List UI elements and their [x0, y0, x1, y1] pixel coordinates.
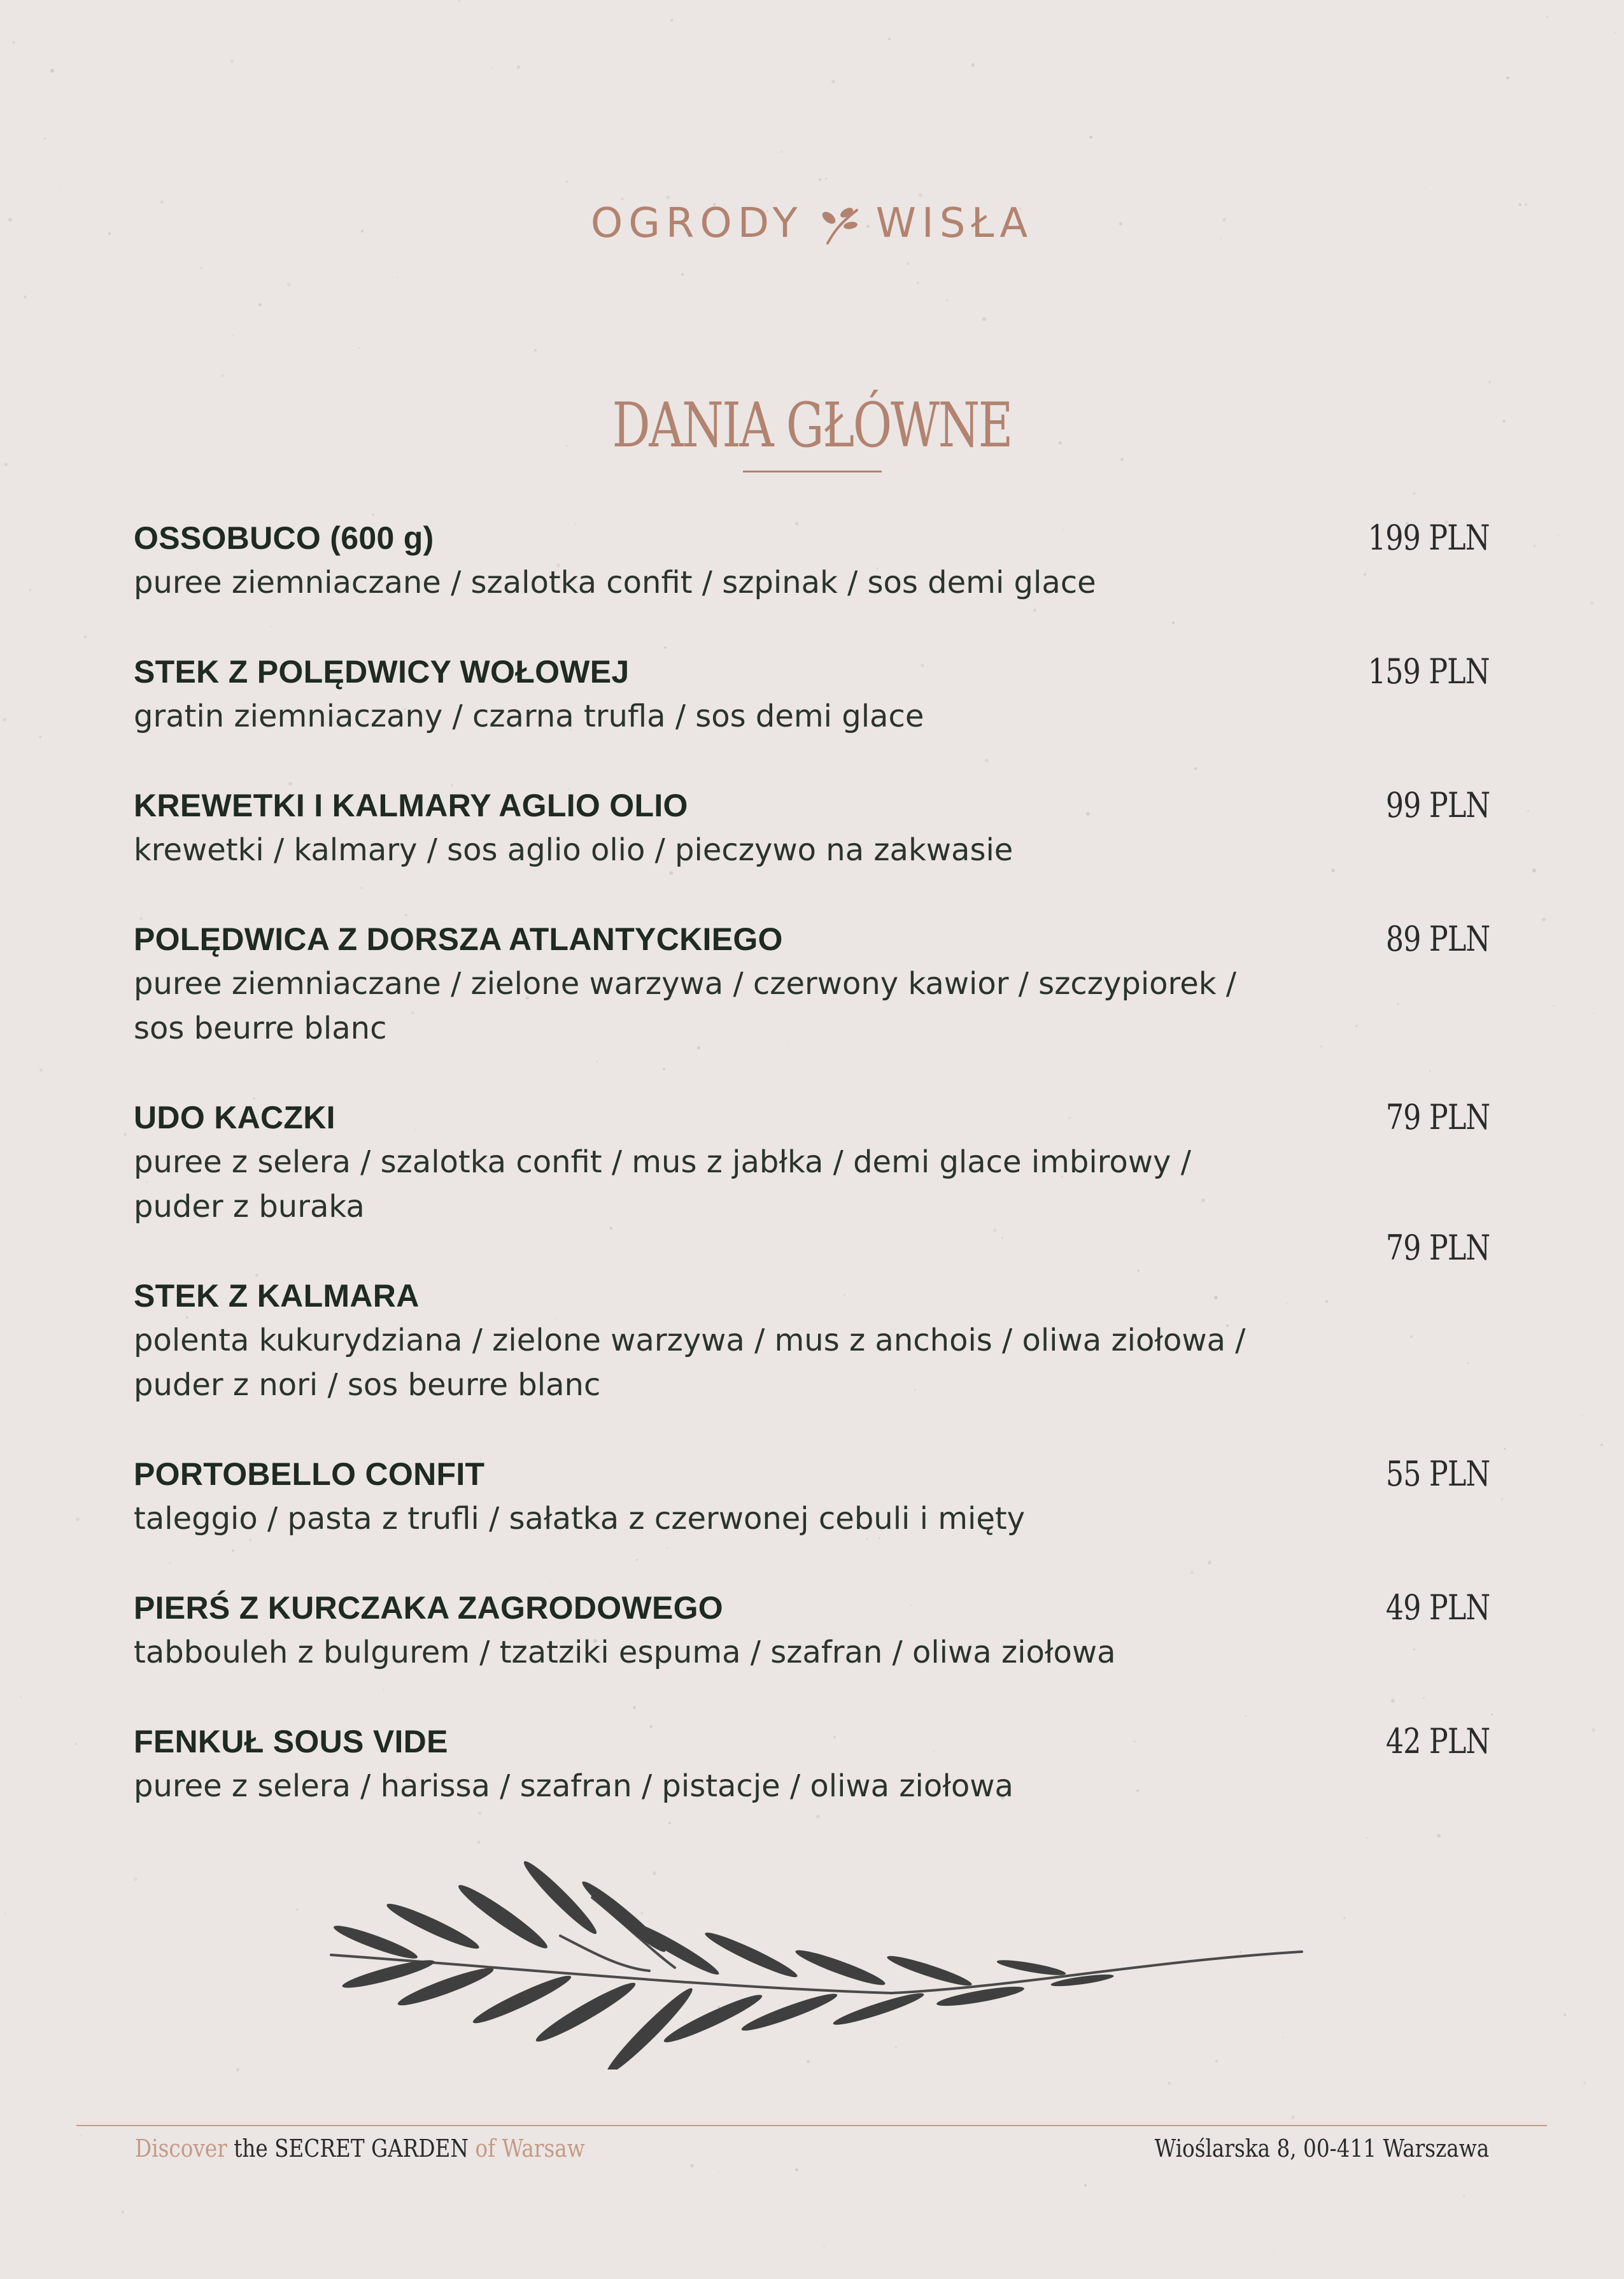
paper-speck [1614, 32, 1616, 34]
paper-speck [1391, 1699, 1395, 1703]
footer-address: Wioślarska 8, 00-411 Warszawa [1154, 2134, 1489, 2162]
dish-price: 99 PLN [1385, 785, 1490, 825]
paper-speck [795, 2168, 798, 2171]
dish-description: puree z selera / szalotka confit / mus z jabłka / demi glace imbirowy / puder z buraka [134, 1144, 1191, 1225]
tagline-discover: Discover [135, 2134, 227, 2162]
paper-speck [221, 374, 224, 377]
paper-speck [20, 1696, 22, 1698]
paper-speck [888, 38, 891, 40]
paper-speck [1582, 1415, 1583, 1416]
dish-name: FENKUŁ SOUS VIDE [134, 1724, 448, 1759]
paper-speck [29, 589, 31, 591]
paper-speck [681, 273, 684, 276]
paper-speck [1488, 381, 1491, 383]
paper-speck [76, 1517, 80, 1521]
paper-speck [1558, 534, 1559, 536]
footer-tagline [135, 2132, 585, 2165]
dish-name: PORTOBELLO CONFIT [134, 1456, 485, 1492]
paper-speck [271, 626, 272, 627]
paper-speck [3, 718, 6, 721]
paper-speck [75, 1743, 77, 1745]
paper-speck [780, 151, 782, 153]
dish-description: taleggio / pasta z trufli / sałatka z czerwonej cebuli i mięty [134, 1501, 1026, 1537]
paper-speck [232, 1549, 234, 1552]
paper-speck [819, 178, 821, 181]
paper-speck [478, 1812, 481, 1815]
paper-speck [1245, 1715, 1246, 1717]
paper-speck [397, 277, 398, 278]
paper-speck [1208, 1561, 1211, 1565]
paper-speck [200, 267, 202, 269]
paper-speck [1423, 1697, 1425, 1699]
paper-speck [670, 19, 673, 22]
dish-name: UDO KACZKI [134, 1100, 335, 1135]
paper-speck [124, 1133, 127, 1136]
footer-divider [76, 2125, 1547, 2126]
dish-description: puree ziemniaczane / zielone warzywa / czerwony kawior / szczypiorek / sos beurre blanc [134, 966, 1236, 1046]
dish-description: puree ziemniaczane / szalotka confit / szpinak / sos demi glace [134, 565, 1096, 600]
paper-speck [1138, 1270, 1140, 1272]
paper-speck [667, 1547, 668, 1549]
paper-speck [633, 1706, 636, 1709]
paper-speck [1089, 136, 1092, 139]
paper-speck [1542, 918, 1546, 921]
paper-speck [1273, 2253, 1274, 2254]
paper-speck [1593, 1012, 1595, 1014]
paper-speck [1546, 16, 1548, 18]
dish-price: 55 PLN [1385, 1454, 1490, 1494]
paper-speck [134, 1877, 138, 1881]
paper-speck [1291, 2115, 1295, 2119]
paper-speck [534, 349, 537, 351]
dish-name: STEK Z KALMARA [134, 1278, 420, 1314]
paper-speck [517, 66, 520, 69]
paper-speck [477, 1841, 480, 1843]
paper-speck [1500, 1498, 1503, 1500]
paper-speck [946, 299, 948, 301]
paper-speck [50, 69, 54, 73]
menu-item [134, 516, 1490, 605]
paper-speck [258, 303, 262, 306]
rosemary-branch-illustration [318, 1859, 1311, 2070]
paper-speck [718, 2172, 719, 2173]
paper-speck [1502, 420, 1506, 423]
paper-speck [122, 2211, 124, 2213]
menu-item [134, 917, 1490, 1051]
paper-speck [831, 80, 835, 83]
paper-speck [405, 914, 407, 916]
paper-speck [1429, 1070, 1431, 1072]
paper-speck [491, 67, 493, 68]
paper-speck [971, 63, 975, 67]
dish-name: OSSOBUCO (600 g) [134, 520, 434, 556]
tagline-warsaw: Warsaw [502, 2134, 585, 2162]
dish-description: krewetki / kalmary / sos aglio olio / pieczywo na zakwasie [134, 832, 1013, 868]
dish-price: 42 PLN [1385, 1721, 1490, 1761]
brand-logo [0, 199, 1624, 248]
paper-speck [1437, 1834, 1441, 1838]
paper-speck [230, 60, 234, 63]
paper-speck [383, 1689, 385, 1691]
paper-speck [360, 886, 363, 889]
paper-speck [1553, 1005, 1555, 1007]
dish-description: tabbouleh z bulgurem / tzatziki espuma / szafran / oliwa ziołowa [134, 1635, 1116, 1670]
dish-price: 89 PLN [1385, 919, 1490, 959]
paper-speck [1084, 2184, 1087, 2187]
paper-speck [1033, 609, 1036, 612]
paper-speck [1001, 1237, 1003, 1239]
paper-speck [1172, 621, 1175, 624]
paper-speck [12, 41, 15, 44]
paper-speck [664, 646, 667, 649]
dish-price: 199 PLN [1368, 518, 1490, 558]
dish-name: STEK Z POLĘDWICY WOŁOWEJ [134, 654, 630, 690]
paper-speck [1168, 2082, 1171, 2085]
dish-name: PIERŚ Z KURCZAKA ZAGRODOWEGO [134, 1590, 723, 1626]
paper-speck [39, 735, 41, 738]
menu-item [134, 1452, 1490, 1541]
brand-name-right: WISŁA [875, 200, 1034, 247]
paper-speck [418, 1570, 419, 1571]
paper-speck [81, 2134, 82, 2136]
heading-underline [743, 471, 882, 472]
paper-speck [4, 463, 8, 466]
paper-speck [816, 1815, 820, 1819]
paper-speck [44, 138, 46, 139]
menu-item [134, 783, 1490, 872]
menu-item [134, 650, 1490, 739]
paper-speck [1600, 1444, 1603, 1446]
paper-speck [597, 1061, 598, 1062]
paper-speck [917, 281, 919, 284]
menu-item [134, 1719, 1490, 1808]
paper-speck [1590, 601, 1594, 605]
paper-speck [825, 178, 827, 180]
paper-speck [84, 635, 87, 638]
dish-price: 49 PLN [1385, 1587, 1490, 1628]
paper-speck [690, 2164, 694, 2168]
paper-speck [550, 1582, 551, 1584]
paper-speck [668, 1822, 671, 1824]
dish-price: 79 PLN [1385, 1097, 1490, 1137]
paper-speck [1194, 767, 1197, 770]
paper-speck [1343, 1917, 1346, 1919]
paper-speck [60, 186, 61, 187]
olive-branch-icon [815, 199, 865, 248]
paper-speck [458, 0, 460, 2]
section-heading: DANIA GŁÓWNE [612, 390, 1012, 461]
paper-speck [1366, 1837, 1367, 1838]
dish-name: KREWETKI I KALMARY AGLIO OLIO [134, 788, 688, 823]
paper-speck [1190, 1571, 1194, 1574]
paper-speck [1564, 2013, 1566, 2016]
paper-speck [636, 1559, 638, 1561]
paper-speck [4, 1913, 6, 1914]
paper-speck [236, 2068, 239, 2071]
paper-speck [296, 1908, 299, 1911]
dish-description: polenta kukurydziana / zielone warzywa / mus z anchois / oliwa ziołowa / puder z nori / sos beurre blanc [134, 1323, 1246, 1403]
paper-speck [823, 2245, 825, 2247]
dish-description: puree z selera / harissa / szafran / pistacje / oliwa ziołowa [134, 1768, 1013, 1804]
menu-item [134, 1274, 1490, 1407]
paper-speck [343, 1818, 344, 1819]
paper-speck [985, 758, 989, 762]
dish-description: gratin ziemniaczany / czarna trufla / sos demi glace [134, 699, 924, 734]
paper-speck [1506, 76, 1509, 80]
paper-speck [566, 181, 568, 183]
paper-speck [982, 317, 986, 321]
paper-speck [287, 283, 291, 287]
dish-name: POLĘDWICA Z DORSZA ATLANTYCKIEGO [134, 921, 783, 957]
menu-item [134, 1586, 1490, 1675]
paper-speck [1413, 492, 1416, 495]
paper-speck [919, 193, 922, 197]
paper-speck [358, 348, 360, 349]
paper-speck [1527, 810, 1529, 812]
paper-speck [663, 1068, 665, 1070]
tagline-of: of [475, 2134, 496, 2162]
paper-speck [24, 295, 27, 299]
tagline-secret-garden: the SECRET GARDEN [234, 2134, 469, 2162]
paper-speck [39, 1069, 43, 1072]
paper-speck [1583, 2082, 1586, 2084]
paper-speck [169, 1562, 171, 1564]
floating-price: 79 PLN [1385, 1228, 1490, 1268]
paper-speck [1424, 188, 1425, 189]
paper-speck [232, 334, 234, 336]
paper-speck [1592, 1728, 1595, 1732]
paper-speck [1463, 2195, 1465, 2197]
dish-price: 159 PLN [1368, 651, 1490, 692]
paper-speck [1504, 1448, 1506, 1450]
menu-item [134, 1095, 1490, 1229]
paper-speck [907, 262, 909, 265]
paper-speck [1532, 869, 1536, 872]
brand-name-left: OGRODY [590, 200, 803, 247]
paper-speck [1534, 545, 1536, 547]
paper-speck [1491, 1714, 1493, 1715]
